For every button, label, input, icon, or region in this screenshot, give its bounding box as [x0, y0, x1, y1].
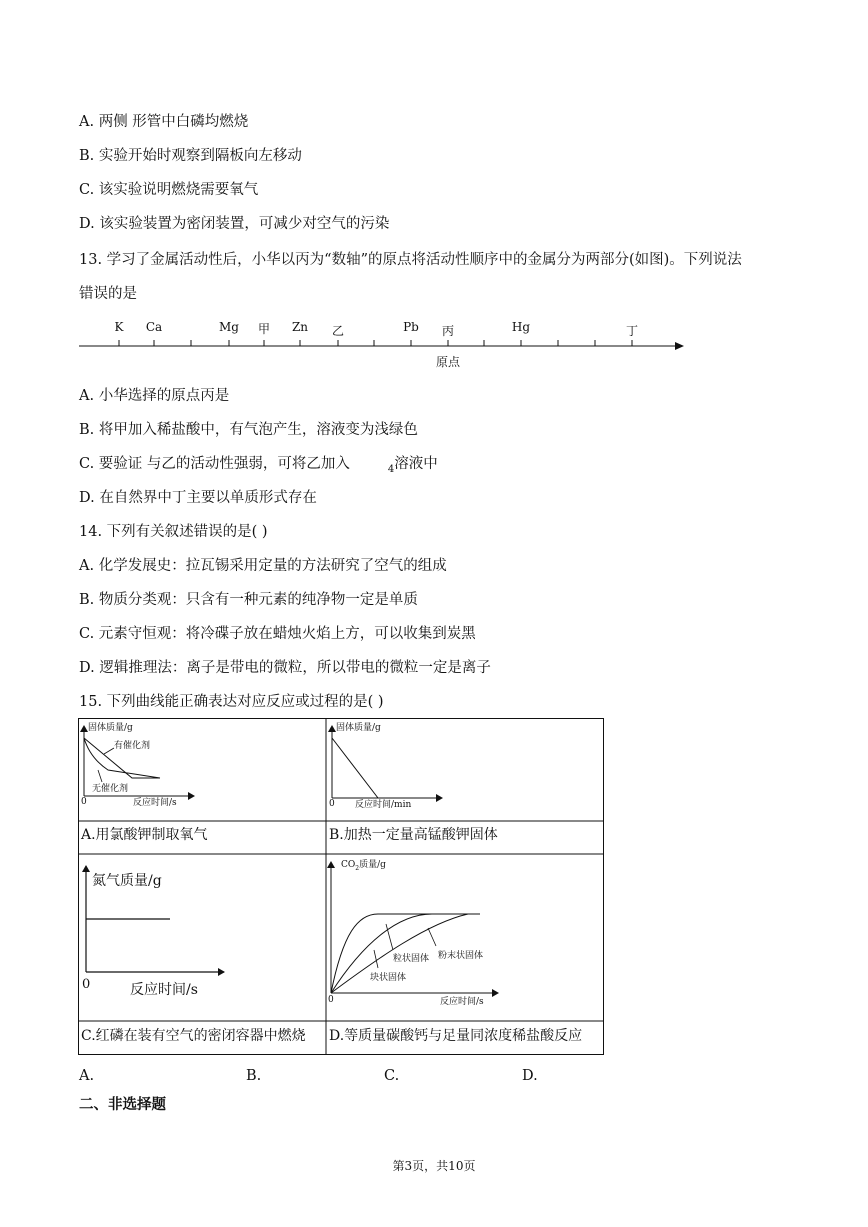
q13-option-b: B. 将甲加入稀盐酸中，有气泡产生，溶液变为浅绿色 [79, 422, 418, 438]
q12-option-b: B. 实验开始时观察到隔板向左移动 [79, 148, 302, 164]
graph-b-origin: 0 [329, 799, 335, 809]
q13-option-a: A. 小华选择的原点丙是 [79, 388, 230, 404]
q14-stem: 14. 下列有关叙述错误的是( ) [79, 524, 268, 540]
graph-d-label-powder: 粉末状固体 [438, 951, 484, 961]
graph-a-leader-1 [104, 748, 114, 754]
graph-a-label-no-catalyst: 无催化剂 [92, 784, 129, 794]
graph-a-xlabel: 反应时间/s [133, 798, 177, 808]
graph-c-ylabel: 氮气质量/g [92, 873, 162, 889]
axis-label-pb: Pb [403, 320, 419, 334]
graph-b-ylabel: 固体质量/g [336, 723, 381, 733]
axis-label-zn: Zn [291, 320, 309, 334]
axis-label-mg: Mg [219, 320, 239, 334]
graph-c [82, 866, 224, 998]
q15-graph-table [78, 718, 608, 1060]
axis-label-k: K [114, 320, 124, 334]
q13-option-c-text-end: 溶液中 [394, 456, 438, 472]
graph-b-curve [332, 738, 378, 798]
axis-label-bing: 丙 [441, 324, 455, 338]
graph-a-label-catalyst: 有催化剂 [114, 741, 151, 751]
graph-d-origin: 0 [328, 995, 334, 1005]
graph-d-label-lump: 块状固体 [370, 973, 407, 983]
section-heading: 二、非选择题 [79, 1096, 166, 1113]
q14-option-c: C. 元素守恒观：将冷碟子放在蜡烛火焰上方，可以收集到炭黑 [79, 626, 476, 642]
axis-label-hg: Hg [511, 320, 531, 334]
graph-d-xlabel: 反应时间/s [440, 997, 484, 1007]
answer-choice-d: D. [522, 1068, 538, 1084]
q14-option-d: D. 逻辑推理法：离子是带电的微粒，所以带电的微粒一定是离子 [79, 660, 491, 676]
axis-arrow [675, 342, 684, 350]
q12-option-a: A. 两侧 形管中白磷均燃烧 [79, 114, 249, 130]
graph-a [81, 721, 194, 808]
axis-label-jia: 甲 [257, 322, 271, 336]
graph-b-xlabel: 反应时间/min [355, 800, 412, 810]
answer-choice-b: B. [246, 1068, 262, 1084]
graph-a-origin: 0 [81, 797, 87, 807]
graph-d-ylabel: $CO_2$质量/g [341, 860, 386, 872]
answer-choice-c: C. [384, 1068, 400, 1084]
graph-d-leader-lump [374, 950, 378, 968]
q13-option-d: D. 在自然界中丁主要以单质形式存在 [79, 490, 317, 506]
axis-label-ding: 丁 [625, 324, 639, 338]
page-number-footer: 第3页，共10页 [392, 1159, 476, 1173]
q12-option-d: D. 该实验装置为密闭装置，可减少对空气的污染 [79, 216, 390, 232]
graph-a-ylabel: 固体质量/g [88, 723, 133, 733]
graph-d-leader-powder [428, 928, 436, 946]
graph-b [329, 721, 442, 810]
answer-choice-a: A. [79, 1068, 95, 1084]
q15-caption-b: B.加热一定量高锰酸钾固体 [329, 827, 498, 843]
graph-d [328, 858, 498, 1007]
q13-stem-continued: 错误的是 [79, 286, 137, 302]
q14-option-a: A. 化学发展史：拉瓦锡采用定量的方法研究了空气的组成 [79, 558, 447, 574]
axis-ticks [119, 340, 632, 346]
q12-option-c: C. 该实验说明燃烧需要氧气 [79, 182, 259, 198]
q13-stem: 13. 学习了金属活动性后，小华以丙为“数轴”的原点将活动性顺序中的金属分为两部分(如图)。下列说法 [79, 252, 742, 268]
q13-option-c [79, 454, 438, 476]
number-line-figure [70, 312, 700, 372]
graph-c-xlabel: 反应时间/s [130, 982, 198, 998]
q15-caption-a: A.用氯酸钾制取氧气 [81, 827, 208, 843]
axis-label-yi: 乙 [331, 324, 345, 338]
q15-caption-c: C.红磷在装有空气的密闭容器中燃烧 [81, 1028, 306, 1044]
q15-caption-d: D.等质量碳酸钙与足量同浓度稀盐酸反应 [329, 1028, 583, 1044]
q13-option-c-subscript: 4 [387, 464, 395, 475]
origin-label: 原点 [435, 355, 461, 369]
q13-option-c-text: C. 要验证 与乙的活动性强弱，可将乙加入 [79, 456, 350, 472]
graph-a-leader-2 [98, 770, 102, 782]
graph-d-label-granular: 粒状固体 [393, 954, 430, 964]
q15-stem: 15. 下列曲线能正确表达对应反应或过程的是( ) [79, 694, 384, 710]
q14-option-b: B. 物质分类观：只含有一种元素的纯净物一定是单质 [79, 592, 418, 608]
graph-c-origin: 0 [82, 977, 91, 992]
axis-label-ca: Ca [145, 320, 163, 334]
